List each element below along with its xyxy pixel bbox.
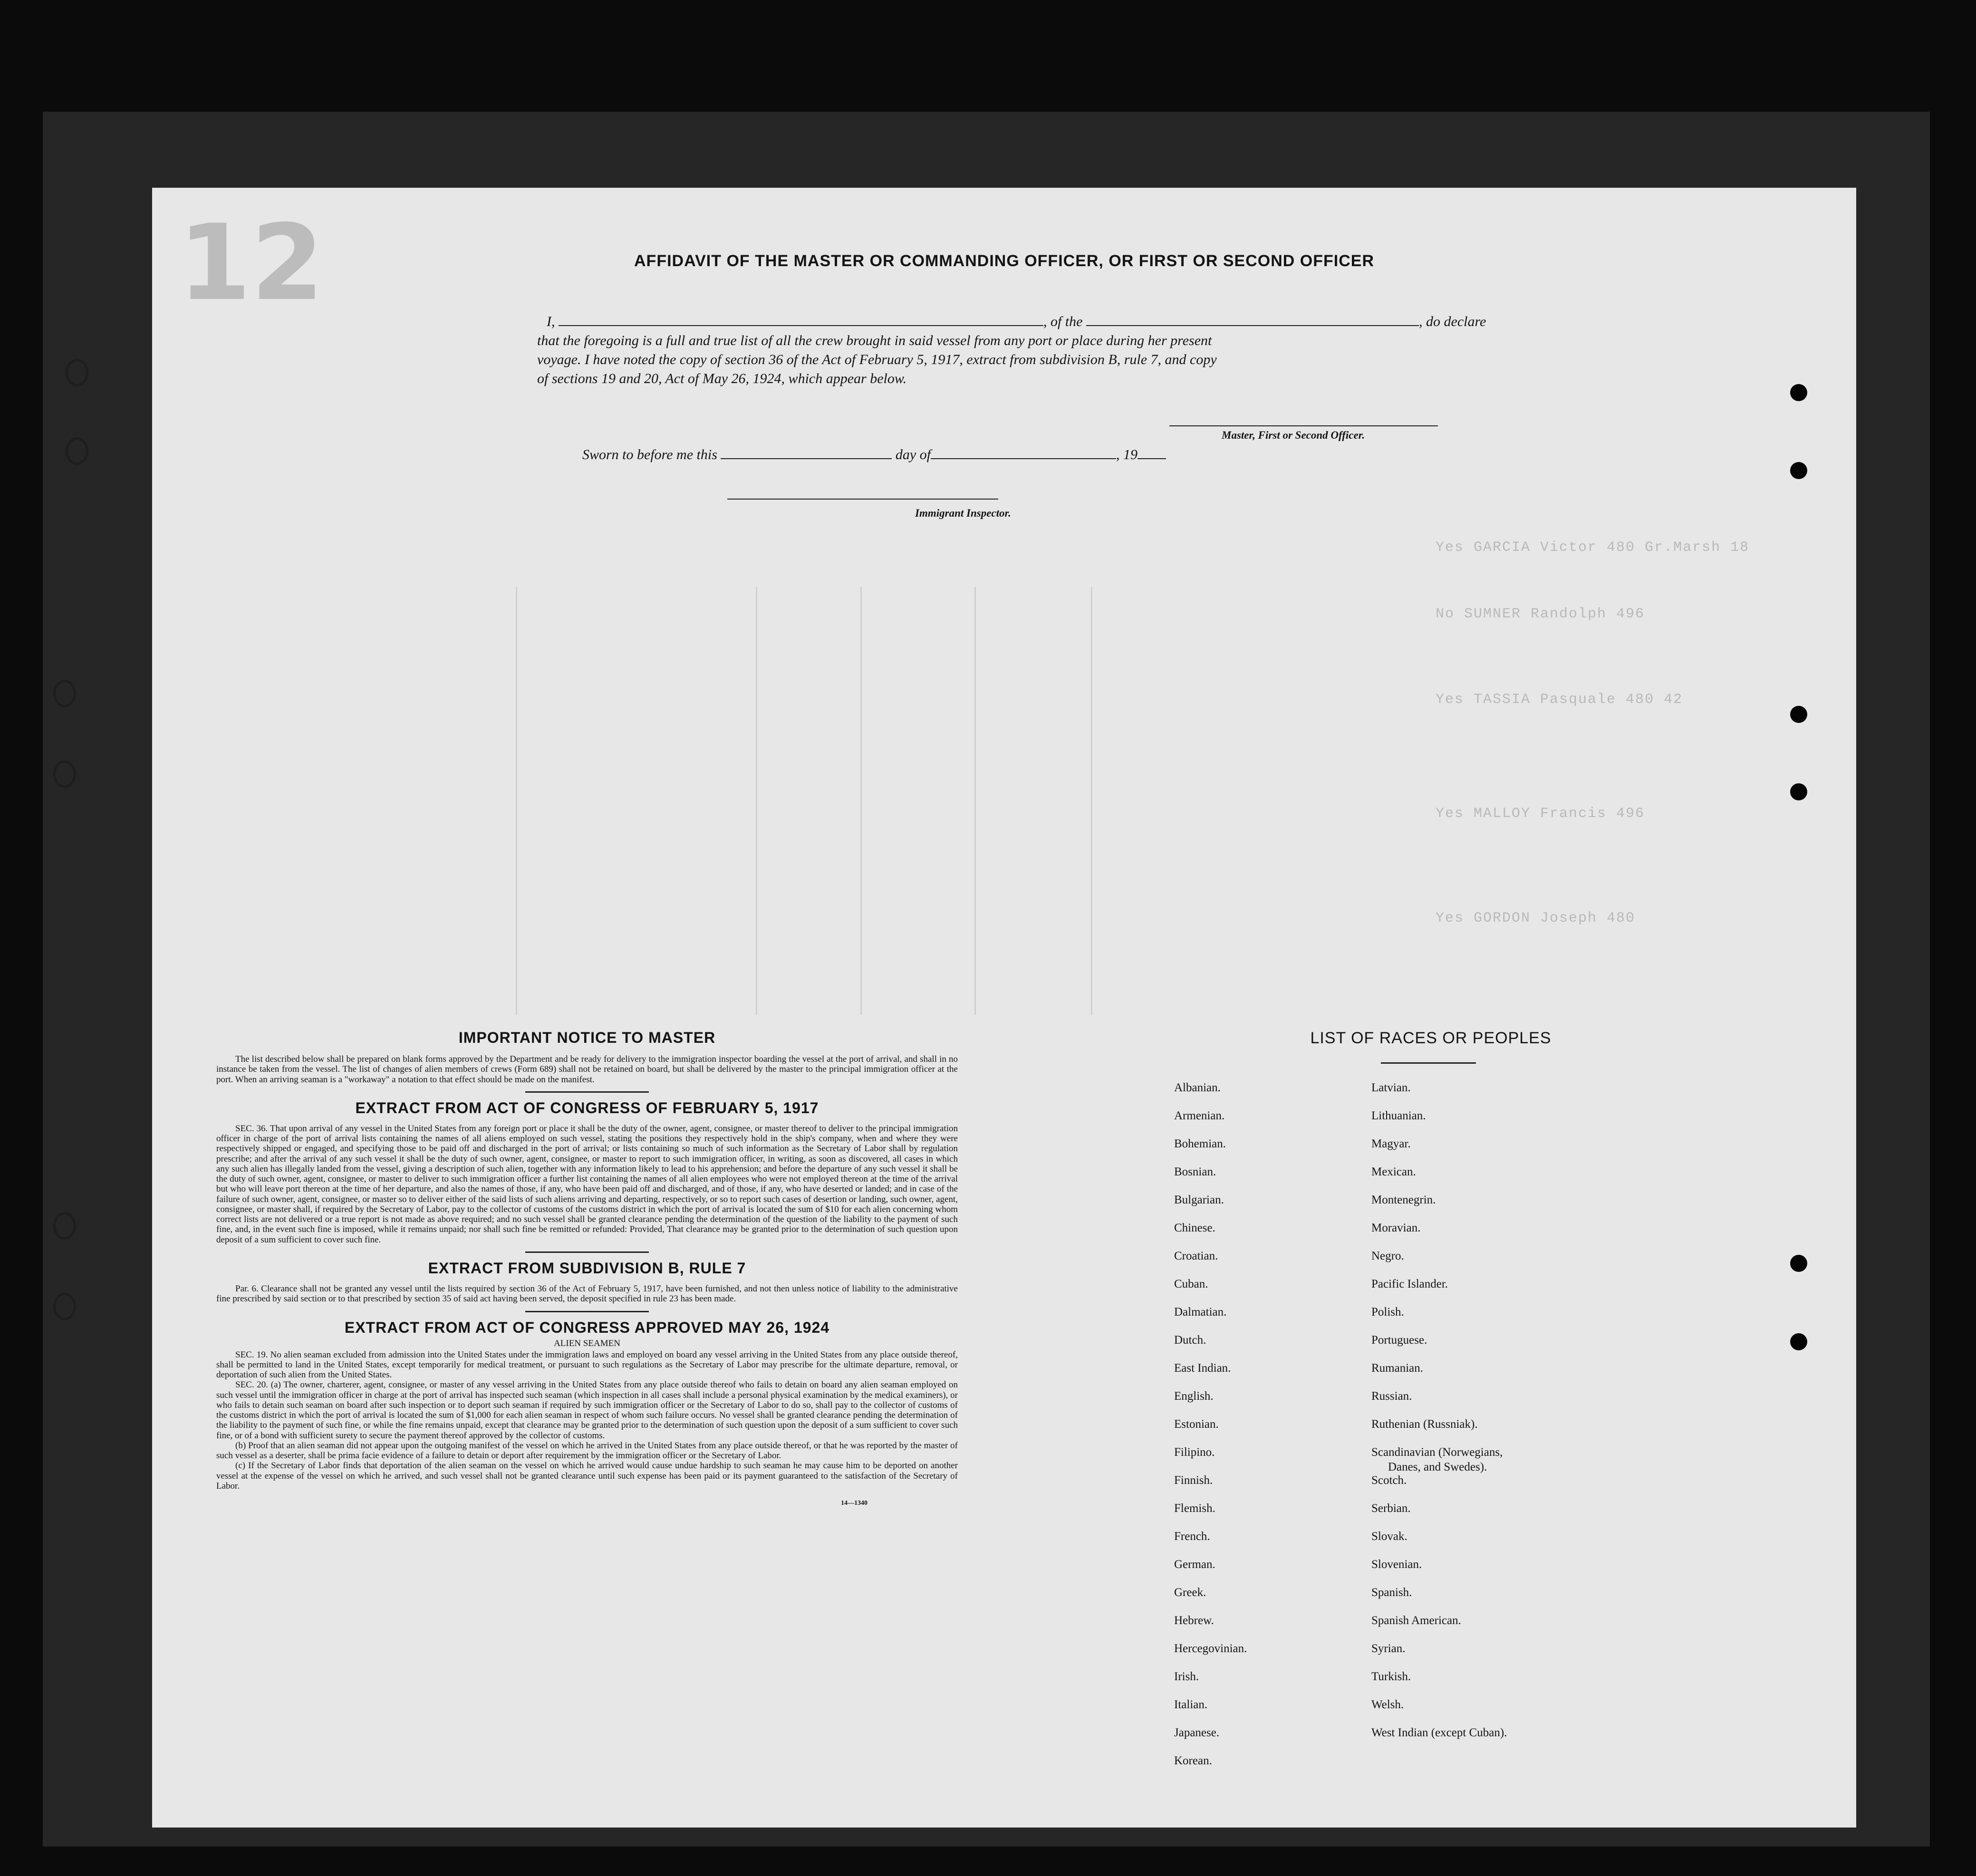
affidavit-line-1 bbox=[547, 314, 1486, 330]
race-item: Hebrew. bbox=[1174, 1614, 1214, 1627]
race-item: Croatian. bbox=[1174, 1250, 1218, 1262]
races-title-rule bbox=[1381, 1062, 1476, 1064]
race-item: Slovak. bbox=[1371, 1530, 1407, 1543]
race-item: Japanese. bbox=[1174, 1726, 1220, 1739]
punch-hole bbox=[1790, 462, 1807, 479]
race-item: Greek. bbox=[1174, 1586, 1206, 1599]
binder-ring bbox=[53, 1212, 76, 1240]
affidavit-title: AFFIDAVIT OF THE MASTER OR COMMANDING OFFICER, OR FIRST OR SECOND OFFICER bbox=[634, 252, 1374, 270]
binder-ring bbox=[53, 1293, 76, 1320]
race-item: Bulgarian. bbox=[1174, 1193, 1224, 1206]
race-item: Lithuanian. bbox=[1371, 1109, 1426, 1122]
affidavit-line-3: voyage. I have noted the copy of section 36 of the Act of February 5, 1917, extract from subdivision B, rule 7, and copy bbox=[537, 352, 1217, 367]
sec-20b-text: (b) Proof that an alien seaman did not appear upon the outgoing manifest of the vessel on which he arrived in the United States from any place outside thereof, or that he was reported by the master of such vessel as a deserter, shall be prima facie evidence of a failure to detain or deport after requirement by the immigration officer or the Secretary of Labor. bbox=[216, 1440, 958, 1461]
alien-seamen-subtitle: ALIEN SEAMEN bbox=[554, 1338, 620, 1348]
race-item: Albanian. bbox=[1174, 1081, 1221, 1094]
race-item: Rumanian. bbox=[1371, 1362, 1424, 1375]
sworn-line bbox=[582, 447, 1166, 463]
declare-label: , do declare bbox=[1419, 314, 1486, 329]
master-signature-label: Master, First or Second Officer. bbox=[1222, 429, 1365, 441]
race-item: Korean. bbox=[1174, 1754, 1212, 1767]
subdivision-b-text: Par. 6. Clearance shall not be granted any vessel until the lists required by section 36 of the Act of February 5, 1917, have been furnished, and not then unless notice of liability to the administrative fine prescribed by said section or to that prescribed by section 35 of said act having been served, the deposit specified in rule 23 has been made. bbox=[216, 1283, 958, 1304]
race-item: Spanish. bbox=[1371, 1586, 1412, 1599]
extract-1917-text: SEC. 36. That upon arrival of any vessel in the United States from any foreign port or place it shall be the duty of the owner, agent, consignee, or master thereof to deliver to the principal immigration officer in charge of the port of arrival lists containing the names of all aliens employed on such vessel, stating the positions they respectively hold in the ship's company, when and where they were respectively shipped or engaged, and specifying those to be paid off and discharged in the port of arrival; or lists containing so much of such information as the Secretary of Labor shall by regulation prescribe; and after the arrival of any such vessel it shall be the duty of such owner, agent, consignee, or master to report to such immigration officer, in writing, as soon as discovered, all cases in which any such alien has illegally landed from the vessel, giving a description of such alien, together with any information likely to lead to his apprehension; and before the departure of any such vessel it shall be the duty of such owner, agent, consignee, or master to deliver to such immigration officer a further list containing the names of all alien employees who were not employed thereon at the time of the arrival but who will leave port thereon at the time of her departure, and also the names of those, if any, who have been paid off and discharged, and of those, if any, who have deserted or landed; and in case of the failure of such owner, agent, consignee, or master so to deliver either of the said lists of such aliens arriving and departing, respectively, or so to report such cases of desertion or landing, such owner, agent, consignee, or master shall, if required by the Secretary of Labor, pay to the collector of customs of the customs district in which the port of arrival is located the sum of $10 for each alien concerning whom correct lists are not delivered or a true report is not made as above required; and no such vessel shall be granted clearance pending the determination of the question of the liability to the payment of such fine, and, in the event such fine is imposed, while it remains unpaid; nor shall such fine be remitted or refunded: Provided, That clearance may be granted prior to the determination of such question upon deposit of a sum sufficient to cover such fine. bbox=[216, 1123, 958, 1245]
race-item: Polish. bbox=[1371, 1306, 1404, 1318]
extract-1917-title: EXTRACT FROM ACT OF CONGRESS OF FEBRUARY 5, 1917 bbox=[355, 1099, 819, 1116]
sworn-day-field[interactable] bbox=[721, 458, 892, 459]
race-item: Bosnian. bbox=[1174, 1165, 1216, 1178]
race-item: Serbian. bbox=[1371, 1502, 1411, 1515]
bleed-through-page-number: 12 bbox=[178, 202, 324, 324]
section-divider bbox=[525, 1251, 649, 1253]
column-rule bbox=[516, 587, 517, 1015]
binder-ring bbox=[66, 437, 88, 465]
sec-20c-text: (c) If the Secretary of Labor finds that deportation of the alien seaman on the vessel on which he arrived would cause undue hardship to such seaman he may cause him to be deported on another vessel at the expense of the vessel on which he arrived, and such vessel shall not be granted clearance until such expense has been paid or its payment guaranteed to the satisfaction of the Secretary of Labor. bbox=[216, 1461, 958, 1491]
year-label: , 19 bbox=[1116, 447, 1138, 462]
race-item: Scandinavian (Norwegians, bbox=[1371, 1446, 1503, 1459]
race-item: Finnish. bbox=[1174, 1474, 1213, 1487]
race-item: Moravian. bbox=[1371, 1222, 1421, 1234]
race-item: Irish. bbox=[1174, 1670, 1199, 1683]
day-of-label: day of bbox=[895, 447, 931, 462]
race-item: French. bbox=[1174, 1530, 1210, 1543]
master-signature-line[interactable] bbox=[1169, 425, 1438, 426]
race-item: Chinese. bbox=[1174, 1222, 1215, 1234]
declarant-name-field[interactable] bbox=[559, 325, 1043, 326]
bleed-through-row: Yes GARCIA Victor 480 Gr.Marsh 18 bbox=[1436, 539, 1750, 556]
extract-1924-title: EXTRACT FROM ACT OF CONGRESS APPROVED MAY 26, 1924 bbox=[344, 1318, 830, 1336]
vessel-name-field[interactable] bbox=[1086, 325, 1419, 326]
sec-19-text: SEC. 19. No alien seaman excluded from admission into the United States under the immigration laws and employed on board any vessel arriving in the United States from any place outside thereof, shall be permitted to land in the United States, except temporarily for medical treatment, or pursuant to such regulations as the Secretary of Labor may prescribe for the ultimate departure, removal, or deportation of such alien from the United States. bbox=[216, 1349, 958, 1380]
subdivision-b-title: EXTRACT FROM SUBDIVISION B, RULE 7 bbox=[428, 1259, 746, 1277]
race-item: Slovenian. bbox=[1371, 1558, 1422, 1571]
race-item: Portuguese. bbox=[1371, 1334, 1427, 1347]
race-item: Welsh. bbox=[1371, 1698, 1404, 1711]
notice-title: IMPORTANT NOTICE TO MASTER bbox=[458, 1029, 716, 1046]
race-item: Latvian. bbox=[1371, 1081, 1411, 1094]
bleed-through-row: Yes GORDON Joseph 480 bbox=[1436, 910, 1636, 926]
race-item: Dalmatian. bbox=[1174, 1306, 1227, 1318]
sworn-year-field[interactable] bbox=[1137, 458, 1166, 459]
sworn-month-field[interactable] bbox=[931, 458, 1116, 459]
race-item: Turkish. bbox=[1371, 1670, 1411, 1683]
race-item: Estonian. bbox=[1174, 1418, 1219, 1431]
races-title: LIST OF RACES OR PEOPLES bbox=[1310, 1029, 1552, 1047]
race-item: Filipino. bbox=[1174, 1446, 1215, 1459]
inspector-signature-label: Immigrant Inspector. bbox=[915, 507, 1011, 519]
race-item: Mexican. bbox=[1371, 1165, 1416, 1178]
bleed-through-row: No SUMNER Randolph 496 bbox=[1436, 606, 1645, 622]
race-item: Hercegovinian. bbox=[1174, 1642, 1247, 1655]
punch-hole bbox=[1790, 1255, 1807, 1272]
sworn-label: Sworn to before me this bbox=[582, 447, 717, 462]
affidavit-line-4: of sections 19 and 20, Act of May 26, 1924, which appear below. bbox=[537, 371, 907, 386]
sec-20a-text: SEC. 20. (a) The owner, charterer, agent, consignee, or master of any vessel arriving in the United States from any place outside thereof who fails to detain on board any alien seaman employed on such vessel until the immigration officer in charge at the port of arrival has inspected such seaman (which inspection in all cases shall include a personal physical examination by the medical examiners), or who fails to detain such seaman on board after such inspection or to deport such seaman if required by such immigration officer or the Secretary of Labor to do so, shall pay to the collector of customs of the customs district in which the port of arrival is located the sum of $1,000 for each alien seaman in respect of whom such failure occurs. No vessel shall be granted clearance pending the determination of the liability to the payment of such fine, or while the fine remains unpaid, except that clearance may be granted prior to the determination of such question upon the deposit of a sum sufficient to cover such fine, or of a bond with sufficient surety to secure the payment thereof approved by the collector of customs. bbox=[216, 1380, 958, 1441]
race-item: Pacific Islander. bbox=[1371, 1278, 1448, 1290]
binder-ring bbox=[53, 760, 76, 788]
punch-hole bbox=[1790, 1333, 1807, 1350]
binder-ring bbox=[66, 359, 88, 386]
document-page bbox=[152, 188, 1856, 1828]
race-item: Negro. bbox=[1371, 1250, 1404, 1262]
punch-hole bbox=[1790, 384, 1807, 401]
race-item: Montenegrin. bbox=[1371, 1193, 1436, 1206]
section-divider bbox=[525, 1091, 649, 1093]
race-item: Armenian. bbox=[1174, 1109, 1225, 1122]
column-rule bbox=[1091, 587, 1092, 1015]
race-item: Magyar. bbox=[1371, 1137, 1411, 1150]
race-item: Flemish. bbox=[1174, 1502, 1215, 1515]
column-rule bbox=[860, 587, 862, 1015]
race-item: Cuban. bbox=[1174, 1278, 1208, 1290]
race-item: West Indian (except Cuban). bbox=[1371, 1726, 1507, 1739]
affidavit-line-2: that the foregoing is a full and true list of all the crew brought in said vessel from any port or place during her present bbox=[537, 333, 1212, 348]
race-item-continuation: Danes, and Swedes). bbox=[1388, 1461, 1487, 1473]
section-divider bbox=[525, 1311, 649, 1312]
punch-hole bbox=[1790, 783, 1807, 800]
race-item: Italian. bbox=[1174, 1698, 1208, 1711]
race-item: Bohemian. bbox=[1174, 1137, 1226, 1150]
race-item: Dutch. bbox=[1174, 1334, 1206, 1347]
race-item: Syrian. bbox=[1371, 1642, 1406, 1655]
race-item: English. bbox=[1174, 1390, 1214, 1403]
race-item: Spanish American. bbox=[1371, 1614, 1461, 1627]
race-item: German. bbox=[1174, 1558, 1215, 1571]
punch-hole bbox=[1790, 706, 1807, 723]
form-number: 14—1340 bbox=[841, 1500, 868, 1507]
race-item: Ruthenian (Russniak). bbox=[1371, 1418, 1478, 1431]
legal-notices-column bbox=[216, 1029, 958, 1507]
column-rule bbox=[756, 587, 757, 1015]
vessel-label: , of the bbox=[1043, 314, 1083, 329]
race-item: East Indian. bbox=[1174, 1362, 1231, 1375]
binder-ring bbox=[53, 680, 76, 707]
bleed-through-row: Yes MALLOY Francis 496 bbox=[1436, 806, 1645, 822]
column-rule bbox=[974, 587, 976, 1015]
declarant-label: I, bbox=[547, 314, 555, 329]
race-item: Scotch. bbox=[1371, 1474, 1407, 1487]
race-item: Russian. bbox=[1371, 1390, 1412, 1403]
notice-text: The list described below shall be prepared on blank forms approved by the Department and be ready for delivery to the immigration inspector boarding the vessel at the port of arrival, and shall in no instance be taken from the vessel. The list of changes of alien members of crews (Form 689) shall not be retained on board, but shall be delivered by the master to the principal immigration officer at the port. When an arriving seaman is a "workaway" a notation to that effect should be made on the manifest. bbox=[216, 1054, 958, 1085]
bleed-through-row: Yes TASSIA Pasquale 480 42 bbox=[1436, 692, 1683, 708]
inspector-signature-line[interactable] bbox=[727, 499, 998, 500]
